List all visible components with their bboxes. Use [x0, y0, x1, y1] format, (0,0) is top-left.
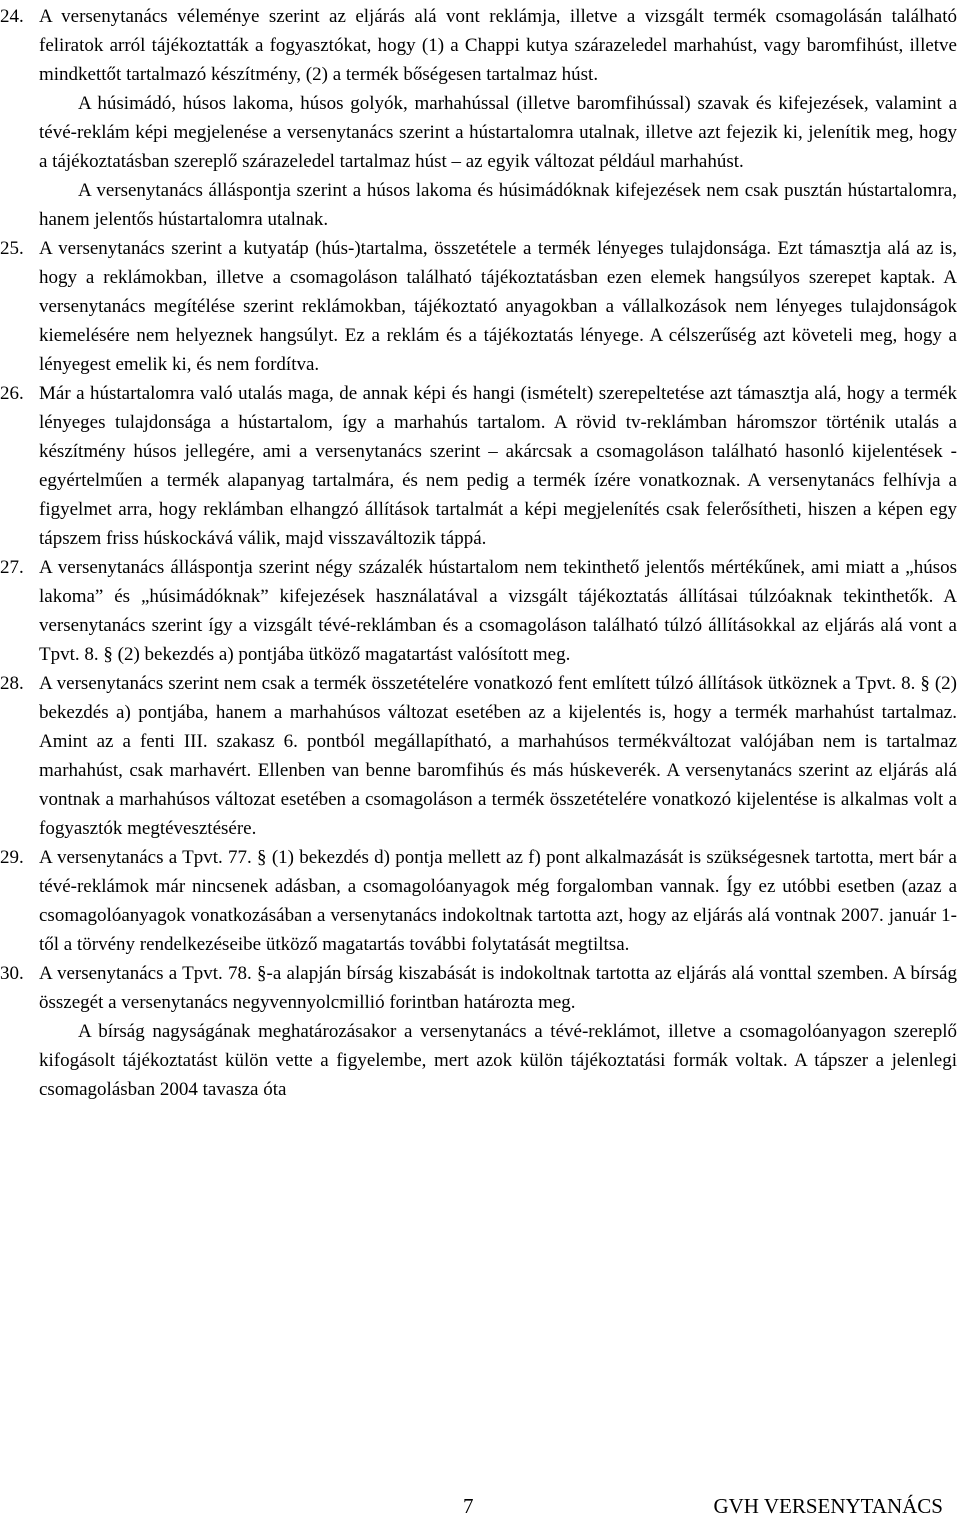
- numbered-paragraph-24: [0, 2, 957, 89]
- paragraph-text: A versenytanács szerint nem csak a termék összetételére vonatkozó fent említett túlzó állítások ütköznek a Tpvt. 8. § (2) bekezdés a) pontjába, hanem a marhahúsos változat esetében az a kijelentés is, hogy a termék marhahúst tartalmaz. Amint az a fenti III. szakasz 6. pontból megállapítható, a marhahúsos termékváltozat valójában nem is tartalmaz marhahúst, csak marhavért. Ellenben van benne baromfihús és más húskeverék. A versenytanács szerint az eljárás alá vontnak a marhahúsos változat esetében a csomagoláson a termék összetételére vonatkozó kijelentése is alkalmas volt a fogyasztók megtévesztésére.: [39, 673, 957, 839]
- numbered-paragraph-29: [0, 843, 957, 959]
- document-body: [0, 2, 957, 1104]
- paragraph-text: A versenytanács álláspontja szerint négy százalék hústartalom nem tekinthető jelentős mértékűnek, ami miatt a „húsos lakoma” és „húsimádóknak” kifejezések használatával a vizsgált tájékoztatás állításai túlzóaknak tekinthetők. A versenytanács szerint így a vizsgált tévé-reklámban és a csomagoláson található túlzó állításokkal az eljárás alá vont a Tpvt. 8. § (2) bekezdés a) pontjába ütköző magatartást valósított meg.: [39, 557, 957, 665]
- numbered-paragraph-28: [0, 669, 957, 843]
- paragraph-number: 27.: [0, 557, 24, 578]
- paragraph-number: 30.: [0, 963, 24, 984]
- sub-paragraph: A versenytanács álláspontja szerint a húsos lakoma és húsimádóknak kifejezések nem csak pusztán hústartalomra, hanem jelentős hústartalomra utalnak.: [39, 180, 957, 230]
- page-footer: [0, 1493, 957, 1523]
- numbered-paragraph-30: [0, 959, 957, 1017]
- page-number: 7: [463, 1494, 474, 1518]
- numbered-paragraph-26: [0, 379, 957, 553]
- paragraph-number: 25.: [0, 238, 24, 259]
- paragraph-text: A versenytanács a Tpvt. 78. §-a alapján bírság kiszabását is indokoltnak tartotta az eljárás alá vonttal szemben. A bírság összegét a versenytanács negyvennyolcmillió forintban határozta meg.: [39, 963, 957, 1013]
- paragraph-number: 29.: [0, 847, 24, 868]
- paragraph-text: A versenytanács véleménye szerint az eljárás alá vont reklámja, illetve a vizsgált termék csomagolásán található feliratok arról tájékoztatták a fogyasztókat, hogy (1) a Chappi kutya szárazeledel marhahúst, vagy baromfihúst, illetve mindkettőt tartalmazó készítmény, (2) a termék bőségesen tartalmaz húst.: [39, 6, 957, 85]
- organization-name: GVH VERSENYTANÁCS: [713, 1494, 943, 1518]
- numbered-paragraph-25: [0, 234, 957, 379]
- paragraph-number: 28.: [0, 673, 24, 694]
- numbered-paragraph-27: [0, 553, 957, 669]
- sub-paragraph: A bírság nagyságának meghatározásakor a versenytanács a tévé-reklámot, illetve a csomagolóanyagon szereplő kifogásolt tájékoztatást külön vette a figyelembe, mert azok külön tájékoztatási formák voltak. A tápszer a jelenlegi csomagolásban 2004 tavasza óta: [39, 1021, 957, 1100]
- sub-paragraph: A húsimádó, húsos lakoma, húsos golyók, marhahússal (illetve baromfihússal) szavak és kifejezések, valamint a tévé-reklám képi megjelenése a versenytanács szerint a hústartalomra utalnak, illetve azt fejezik ki, jelenítik meg, hogy a tájékoztatásban szereplő szárazeledel tartalmaz húst – az egyik változat például marhahúst.: [39, 93, 957, 172]
- paragraph-number: 24.: [0, 6, 24, 27]
- paragraph-number: 26.: [0, 383, 24, 404]
- paragraph-text: A versenytanács szerint a kutyatáp (hús-)tartalma, összetétele a termék lényeges tulajdonsága. Ezt támasztja alá az is, hogy a reklámokban, illetve a csomagoláson található tájékoztatásban ezen elemek hangsúlyos szerepet kaptak. A versenytanács megítélése szerint reklámokban, tájékoztató anyagokban a vállalkozások nem lényeges tulajdonságok kiemelésére nem helyeznek hangsúlyt. Ez a reklám és a tájékoztatás lényege. A célszerűség azt követeli meg, hogy a lényegest emelik ki, és nem fordítva.: [39, 238, 957, 375]
- paragraph-text: A versenytanács a Tpvt. 77. § (1) bekezdés d) pontja mellett az f) pont alkalmazását is szükségesnek tartotta, mert bár a tévé-reklámok már nincsenek adásban, a csomagolóanyagok még forgalomban vannak. Így ez utóbbi esetben (azaz a csomagolóanyagok vonatkozásában a versenytanács indokoltnak tartotta azt, hogy az eljárás alá vontnak 2007. január 1-től a törvény rendelkezéseibe ütköző magatartás további folytatását megtiltsa.: [39, 847, 957, 955]
- paragraph-text: Már a hústartalomra való utalás maga, de annak képi és hangi (ismételt) szerepeltetése azt támasztja alá, hogy a termék lényeges tulajdonsága a hústartalom, így a marhahús tartalom. A rövid tv-reklámban háromszor történik utalás a készítmény húsos jellegére, ami a versenytanács szerint – akárcsak a csomagoláson található hasonló kijelentések - egyértelműen a termék alapanyag tartalmára, és nem pedig a termék ízére vonatkoznak. A versenytanács felhívja a figyelmet arra, hogy reklámban elhangzó állítások tartalmát a képi megjelenítés csak felerősítheti, hiszen a képen egy tápszem friss húskockává válik, majd visszaváltozik táppá.: [39, 383, 957, 549]
